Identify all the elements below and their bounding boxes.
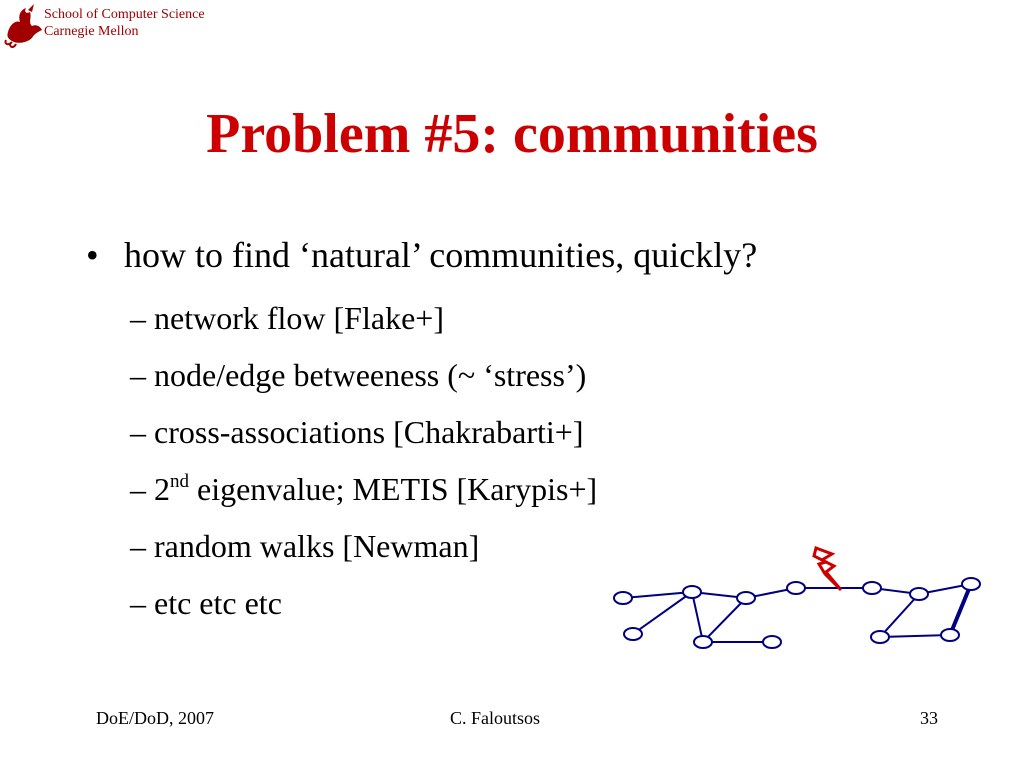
sub-item: – etc etc etc bbox=[130, 585, 282, 621]
lightning-cut-icon bbox=[814, 548, 841, 590]
slide-header bbox=[0, 0, 300, 52]
sub-item: – random walks [Newman] bbox=[130, 528, 480, 564]
sub-item-prefix: – 2 bbox=[130, 471, 170, 507]
footer-author: C. Faloutsos bbox=[449, 708, 541, 728]
bullet-text: how to find ‘natural’ communities, quickly? bbox=[124, 235, 758, 275]
sub-item-rest: eigenvalue; METIS [Karypis+] bbox=[189, 471, 598, 507]
org-line-2: Carnegie Mellon bbox=[44, 24, 139, 39]
superscript-nd: nd bbox=[170, 471, 189, 492]
sub-item: – cross-associations [Chakrabarti+] bbox=[130, 414, 584, 450]
sub-item-eigenvalue bbox=[130, 469, 597, 509]
bullet-dot: • bbox=[86, 235, 99, 275]
org-line-1: School of Computer Science bbox=[44, 7, 205, 22]
slide-title: Problem #5: communities bbox=[206, 103, 818, 165]
griffin-logo-icon bbox=[2, 2, 46, 48]
graph-nodes bbox=[614, 578, 980, 648]
sub-item: – node/edge betweeness (~ ‘stress’) bbox=[130, 357, 587, 393]
page-number: 33 bbox=[920, 708, 938, 728]
organization-name bbox=[44, 6, 205, 40]
sub-item: – network flow [Flake+] bbox=[130, 300, 444, 336]
footer-event: DoE/DoD, 2007 bbox=[96, 708, 214, 728]
community-graph-figure bbox=[600, 540, 1000, 660]
main-bullet bbox=[86, 231, 757, 279]
